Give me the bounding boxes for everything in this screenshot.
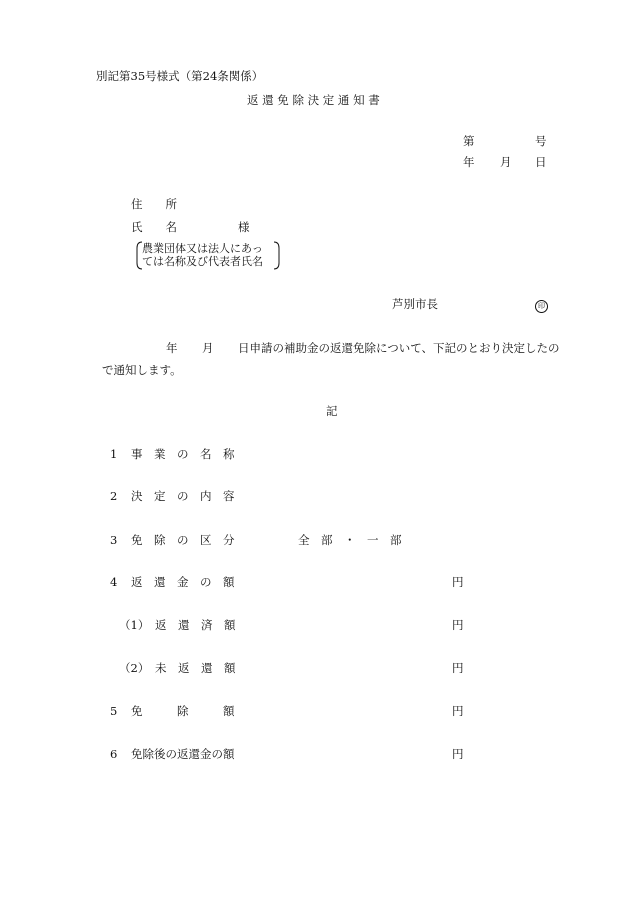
item-number: 1 [110, 447, 118, 461]
yen-unit: 円 [452, 575, 464, 589]
item-number: （1） [119, 618, 150, 632]
exemption-choice: 全 部 ・ 一 部 [298, 533, 402, 547]
item-label-refunded-amount: 返 還 済 額 [155, 618, 236, 632]
addressee-note [136, 241, 281, 270]
body-month: 月 [202, 341, 214, 355]
note-line-2: ては名称及び代表者氏名 [142, 255, 263, 268]
date-year: 年 [463, 155, 475, 169]
issuer-title: 芦別市長 [392, 297, 438, 311]
document-title: 返 還 免 除 決 定 通 知 書 [247, 93, 380, 107]
address-label: 住 所 [131, 197, 177, 211]
item-number: 3 [110, 533, 118, 547]
item-label-exemption-category: 免 除 の 区 分 [131, 533, 235, 547]
body-line-2: で通知します。 [102, 363, 182, 377]
item-number: 2 [110, 489, 118, 503]
item-label-refund-amount: 返 還 金 の 額 [131, 575, 235, 589]
date-day: 日 [535, 155, 547, 169]
note-line-1: 農業団体又は法人にあっ [142, 242, 263, 255]
item-label-post-exemption-amount: 免除後の返還金の額 [131, 747, 235, 761]
ki-heading: 記 [326, 404, 338, 418]
name-label: 氏 名 [131, 220, 177, 234]
body-line-1: 日申請の補助金の返還免除について、下記のとおり決定したの [238, 341, 560, 355]
sama-suffix: 様 [238, 220, 250, 234]
item-number: （2） [119, 661, 150, 675]
date-month: 月 [500, 155, 512, 169]
form-reference: 別記第35号様式（第24条関係） [96, 69, 264, 83]
yen-unit: 円 [452, 661, 464, 675]
item-number: 6 [110, 747, 118, 761]
doc-number-go: 号 [535, 134, 547, 148]
doc-number-dai: 第 [463, 134, 475, 148]
yen-unit: 円 [452, 704, 464, 718]
yen-unit: 円 [452, 747, 464, 761]
seal-mark: 印 [535, 300, 548, 313]
item-label-decision-content: 決 定 の 内 容 [131, 489, 235, 503]
yen-unit: 円 [452, 618, 464, 632]
item-number: 4 [110, 575, 118, 589]
body-year: 年 [166, 341, 178, 355]
item-number: 5 [110, 704, 118, 718]
item-label-exemption-amount: 免 除 額 [131, 704, 235, 718]
item-label-business-name: 事 業 の 名 称 [131, 447, 235, 461]
item-label-unrefunded-amount: 未 返 還 額 [155, 661, 236, 675]
